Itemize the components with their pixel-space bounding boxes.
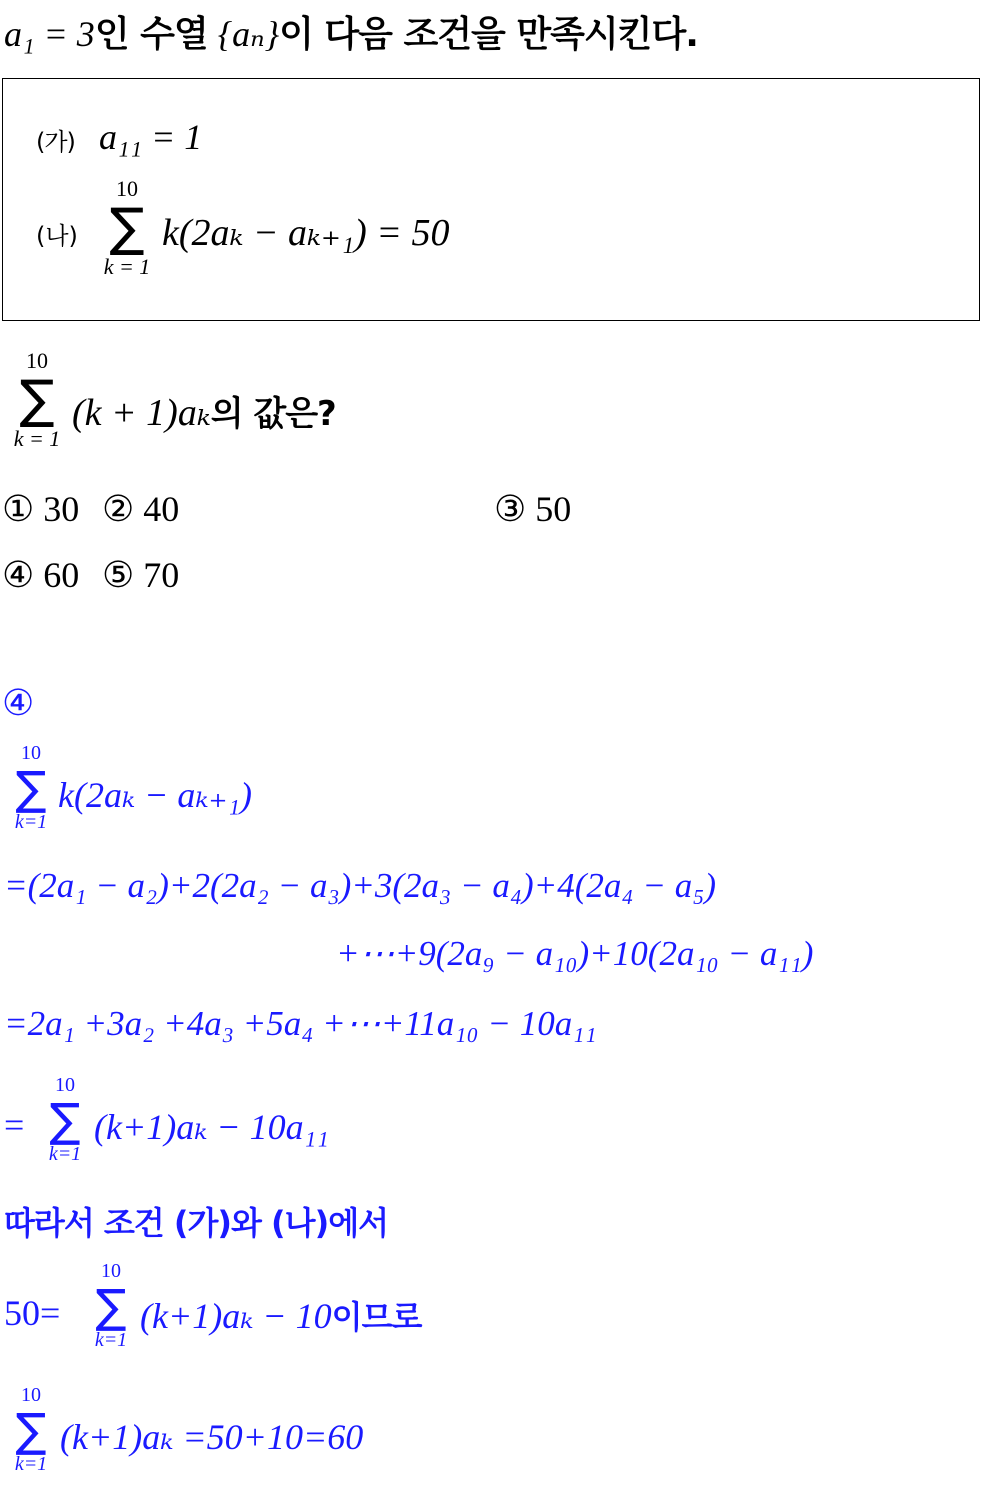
solution-line-3: +⋯+9(2a₉ − a₁₀)+10(2a₁₀ − a₁₁): [336, 934, 814, 973]
sigma-symbol: ∑: [15, 1403, 47, 1457]
choice-1-mark: ①: [2, 489, 35, 529]
solution-line-2: =(2a₁ − a₂)+2(2a₂ − a₃)+3(2a₃ − a₄)+4(2a₄ − a₅): [4, 866, 717, 905]
choice-4-value: 60: [43, 555, 80, 595]
intro-korean-2: 이 다음 조건을 만족시킨다.: [279, 14, 698, 55]
solution-sigma-8-bottom: k=1: [14, 1453, 48, 1475]
solution-line-4: =2a₁ +3a₂ +4a₃ +5a₄ +⋯+11a₁₀ − 10a₁₁: [4, 1004, 597, 1043]
solution-sigma-5-top: 10: [55, 1074, 75, 1096]
condition-b-expr: k(2aₖ − aₖ₊₁) = 50: [162, 212, 450, 254]
choice-2-value: 40: [143, 489, 180, 529]
choice-3-mark: ③: [494, 489, 527, 529]
solution-line-5-expr: (k+1)aₖ − 10a₁₁: [94, 1107, 329, 1147]
solution-sigma-7: [82, 1260, 140, 1352]
question-sigma-top: 10: [26, 348, 48, 373]
problem-intro: [4, 6, 698, 57]
intro-math: a₁ = 3: [4, 14, 95, 54]
solution-sigma-8: [2, 1384, 60, 1476]
choice-5-value: 70: [143, 555, 180, 595]
solution-line-6: 따라서 조건 (가)와 (나)에서: [4, 1204, 389, 1242]
question-expr: (k + 1)aₖ: [72, 392, 211, 434]
question-line: [72, 386, 336, 435]
question-sigma-bottom: k = 1: [13, 426, 61, 451]
solution-sigma-5: [36, 1074, 94, 1166]
solution-line-1: k(2aₖ − aₖ₊₁): [58, 775, 253, 815]
choice-2[interactable]: [102, 488, 179, 530]
answer-mark: ④: [2, 683, 35, 723]
solution-sigma-1: [2, 742, 60, 834]
solution-line-7-korean: 이므로: [331, 1298, 422, 1336]
solution-line-8: (k+1)aₖ =50+10=60: [60, 1417, 364, 1457]
condition-b-sigma-bottom: k = 1: [103, 254, 151, 279]
condition-b-sigma-top: 10: [116, 176, 138, 201]
condition-a-math: a₁₁ = 1: [98, 117, 203, 157]
choice-5-mark: ⑤: [102, 555, 135, 595]
choice-3[interactable]: [494, 488, 571, 530]
condition-a-label: (가): [36, 127, 75, 156]
sequence-notation: {aₙ}: [217, 14, 280, 54]
solution-sigma-1-top: 10: [21, 742, 41, 764]
solution-sigma-7-bottom: k=1: [94, 1329, 128, 1351]
intro-korean-1: 인 수열: [94, 14, 208, 55]
sigma-symbol: ∑: [49, 1093, 81, 1147]
solution-line-7-prefix: 50=: [4, 1293, 61, 1333]
sigma-symbol: ∑: [15, 761, 47, 815]
solution-sigma-5-bottom: k=1: [48, 1143, 82, 1165]
condition-a: [36, 116, 202, 158]
solution-sigma-8-top: 10: [21, 1384, 41, 1406]
choice-3-value: 50: [535, 489, 572, 529]
sigma-symbol: ∑: [109, 198, 145, 258]
choice-1[interactable]: [2, 488, 79, 530]
sigma-symbol: ∑: [19, 370, 55, 430]
solution-line-7: [140, 1292, 421, 1338]
choice-4-mark: ④: [2, 555, 35, 595]
condition-b-label: (나): [36, 222, 78, 250]
choice-2-mark: ②: [102, 489, 135, 529]
question-korean: 의 값은?: [210, 394, 336, 434]
solution-line-5-eq: =: [4, 1105, 25, 1145]
sigma-symbol: ∑: [95, 1279, 127, 1333]
question-sigma: [2, 348, 72, 452]
choice-4[interactable]: [2, 554, 79, 596]
solution-line-7-expr: (k+1)aₖ − 10: [140, 1296, 332, 1336]
solution-sigma-7-top: 10: [101, 1260, 121, 1282]
solution-sigma-1-bottom: k=1: [14, 811, 48, 833]
condition-b-sigma: [92, 176, 162, 280]
choice-5[interactable]: [102, 554, 179, 596]
choice-1-value: 30: [43, 489, 80, 529]
